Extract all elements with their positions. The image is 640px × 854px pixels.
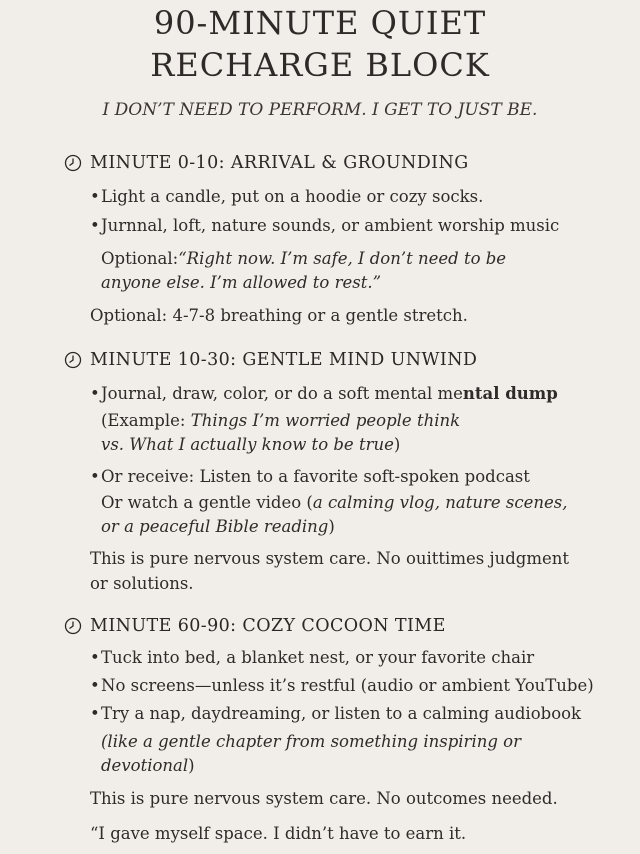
example-suffix: ) bbox=[393, 435, 401, 454]
italic-text: devotional bbox=[101, 756, 189, 775]
clock-icon bbox=[64, 154, 82, 172]
watch-prefix: Or watch a gentle video ( bbox=[101, 493, 313, 512]
italic-note bbox=[101, 756, 195, 775]
list-item-text: Journal, draw, color, or do a soft mental me bbox=[101, 384, 463, 403]
example-italic: Things I’m worried people think bbox=[190, 411, 461, 430]
clock-icon bbox=[64, 351, 82, 369]
list-item-bold: ntal dump bbox=[462, 384, 558, 403]
watch-line bbox=[101, 517, 335, 536]
watch-italic: or a peaceful Bible reading bbox=[101, 517, 329, 536]
list-item: • Try a nap, daydreaming, or listen to a calming audiobook bbox=[101, 704, 581, 723]
optional-breathing: Optional: 4-7-8 breathing or a gentle stretch. bbox=[90, 306, 468, 325]
quote-text: anyone else. I’m allowed to rest.” bbox=[101, 273, 382, 292]
italic-note: (like a gentle chapter from something inspiring or bbox=[101, 732, 521, 751]
clock-icon bbox=[64, 617, 82, 635]
optional-label: Optional: bbox=[101, 249, 179, 268]
closing-quote: “I gave myself space. I didn’t have to earn it. bbox=[90, 824, 467, 843]
example-line bbox=[101, 411, 460, 430]
list-item: • Or receive: Listen to a favorite soft-spoken podcast bbox=[101, 467, 530, 486]
example-italic: vs. What I actually know to be true bbox=[101, 435, 394, 454]
section-heading-text: MINUTE 0-10: ARRIVAL & GROUNDING bbox=[90, 153, 469, 173]
watch-suffix: ) bbox=[328, 517, 335, 536]
example-line bbox=[101, 435, 400, 454]
section-note: or solutions. bbox=[90, 574, 194, 593]
list-item: • No screens—unless it’s restful (audio or ambient YouTube) bbox=[101, 676, 594, 695]
section-heading-text: MINUTE 10-30: GENTLE MIND UNWIND bbox=[90, 350, 478, 370]
section-note: This is pure nervous system care. No ouittimes judgment bbox=[90, 549, 569, 568]
italic-suffix: ) bbox=[188, 756, 195, 775]
page-title bbox=[0, 2, 640, 86]
list-item: • Tuck into bed, a blanket nest, or your favorite chair bbox=[101, 648, 534, 667]
subtitle: I DON’T NEED TO PERFORM. I GET TO JUST BE. bbox=[102, 100, 538, 120]
section-note: This is pure nervous system care. No outcomes needed. bbox=[90, 789, 558, 808]
list-item: • Light a candle, put on a hoodie or cozy socks. bbox=[101, 187, 483, 206]
watch-line bbox=[101, 493, 567, 512]
section-heading-cocoon bbox=[64, 616, 446, 636]
optional-quote-line bbox=[101, 249, 506, 268]
example-prefix: (Example: bbox=[101, 411, 191, 430]
section-heading-text: MINUTE 60-90: COZY COCOON TIME bbox=[90, 616, 446, 636]
title-line-2: RECHARGE BLOCK bbox=[150, 46, 490, 84]
list-item bbox=[101, 384, 558, 403]
quote-text: “Right now. I’m safe, I don’t need to be bbox=[178, 249, 507, 268]
section-heading-arrival bbox=[64, 153, 469, 173]
list-item: • Jurnnal, loft, nature sounds, or ambient worship music bbox=[101, 216, 559, 235]
watch-italic: a calming vlog, nature scenes, bbox=[312, 493, 568, 512]
section-heading-unwind bbox=[64, 350, 477, 370]
title-line-1: 90-MINUTE QUIET bbox=[153, 4, 487, 42]
